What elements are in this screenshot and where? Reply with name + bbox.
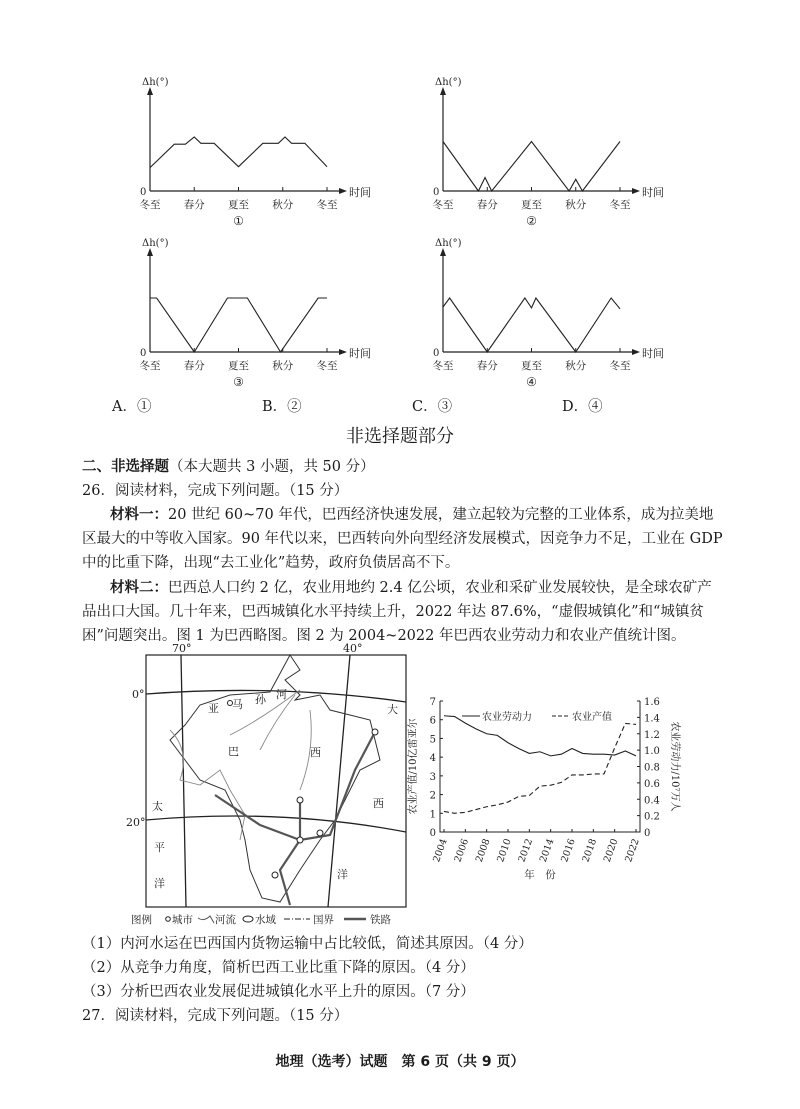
material-2-line: 困”问题突出。图 1 为巴西略图。图 2 为 2004~2022 年巴西农业劳动力和农业产值统计图。 xyxy=(82,628,686,644)
section-title: 非选择题部分 xyxy=(346,426,454,447)
y-tick-label-right: 1.2 xyxy=(644,729,660,741)
option-b: B．② xyxy=(262,399,302,415)
y-tick-label-left: 7 xyxy=(429,697,436,708)
x-tick-label: 春分 xyxy=(476,360,498,372)
chart-number: ④ xyxy=(526,375,537,389)
map-label: 河 xyxy=(276,688,287,701)
zero-label: 0 xyxy=(433,187,440,198)
x-tick-label: 2010 xyxy=(495,837,514,864)
legend-city: 城市 xyxy=(172,914,193,926)
map-label: 孙 xyxy=(255,693,266,706)
option-a: A．① xyxy=(112,399,152,415)
map-label: 西 xyxy=(373,797,384,810)
x-tick-label: 2006 xyxy=(452,837,472,864)
material-2-line xyxy=(110,579,712,597)
arrow-icon xyxy=(440,248,640,355)
x-tick-label: 夏至 xyxy=(228,360,249,372)
y-tick-label-right: 0.6 xyxy=(644,778,660,790)
page-footer: 地理（选考）试题 第 6 页（共 9 页） xyxy=(275,1054,525,1070)
river-icon xyxy=(198,916,214,923)
x-tick-label: 冬至 xyxy=(609,360,631,372)
series-line-output xyxy=(444,723,636,813)
map-label: 巴 xyxy=(228,745,239,758)
y-tick-label-right: 0.8 xyxy=(644,762,660,774)
y-tick-label-left: 2 xyxy=(429,790,436,802)
y-tick-label-right: 0.4 xyxy=(644,795,660,807)
x-tick-label: 秋分 xyxy=(272,199,294,211)
x-tick-label: 2014 xyxy=(537,837,557,864)
x-tick-label: 春分 xyxy=(183,360,205,372)
material-1-line xyxy=(110,506,713,524)
arrow-icon xyxy=(147,87,347,194)
y-tick-label-left: 5 xyxy=(429,734,436,746)
x-tick-label: 秋分 xyxy=(272,360,294,372)
arrow-icon xyxy=(147,248,347,355)
y-axis-label-right: 农业劳动力/10⁷万人 xyxy=(669,721,680,812)
zero-label: 0 xyxy=(140,348,147,359)
water-icon xyxy=(243,916,253,922)
part2-note: （本大题共 3 小题，共 50 分） xyxy=(169,459,375,475)
y-axis-label: Δh(°) xyxy=(435,77,462,88)
x-tick-label: 2008 xyxy=(473,837,493,864)
material-2-text: 巴西总人口约 2 亿，农业用地约 2.4 亿公顷，农业和采矿业发展较快，是全球农矿产 xyxy=(168,580,712,596)
part2-title: 二、非选择题 xyxy=(82,459,169,475)
legend-label: 农业产值 xyxy=(572,712,612,723)
x-axis-label: 时间 xyxy=(349,186,371,199)
axes xyxy=(443,91,634,191)
axes xyxy=(150,91,341,191)
lat-label: 0° xyxy=(132,688,145,701)
x-axis-label: 时间 xyxy=(642,347,664,360)
y-tick-label-left: 1 xyxy=(429,809,436,821)
q27-stem: 27．阅读材料，完成下列问题。（15 分） xyxy=(82,1008,349,1024)
x-axis-label: 时间 xyxy=(642,186,664,199)
city-icon xyxy=(166,917,171,922)
x-tick-label: 夏至 xyxy=(521,360,542,372)
legend-river: 河流 xyxy=(215,914,236,926)
legend-railway: 铁路 xyxy=(370,914,391,926)
x-tick-label: 秋分 xyxy=(565,199,587,211)
x-tick-label: 冬至 xyxy=(316,199,338,211)
arrow-icon xyxy=(440,87,640,194)
y-axis-label: Δh(°) xyxy=(142,238,169,249)
lon-label: 40° xyxy=(343,642,363,655)
y-tick-label-right: 1.4 xyxy=(644,713,660,725)
lon-label: 70° xyxy=(172,642,192,655)
x-tick-label: 2022 xyxy=(623,837,642,864)
y-tick-label-left: 4 xyxy=(429,753,436,765)
map-label: 洋 xyxy=(337,868,348,881)
x-tick-label: 2016 xyxy=(559,837,578,864)
lat-label: 20° xyxy=(126,816,146,829)
x-tick-label: 2012 xyxy=(516,837,536,864)
zero-label: 0 xyxy=(433,348,440,359)
map-legend xyxy=(131,913,391,926)
series-line xyxy=(150,298,327,352)
x-tick-label: 夏至 xyxy=(228,199,249,211)
x-tick-label: 2020 xyxy=(601,837,621,864)
map-label: 马 xyxy=(232,698,243,711)
x-tick-label: 春分 xyxy=(183,199,205,211)
x-tick-label: 冬至 xyxy=(316,360,338,372)
x-tick-label: 春分 xyxy=(476,199,498,211)
material-1-text: 20 世纪 60~70 年代，巴西经济快速发展，建立起较为完整的工业体系，成为拉美地 xyxy=(168,507,714,523)
x-tick-label: 冬至 xyxy=(139,360,161,372)
y-tick-label-left: 6 xyxy=(429,715,436,727)
option-d: D．④ xyxy=(562,399,603,415)
material-1-line: 区最大的中等收入国家。90 年代以来，巴西转向外向型经济发展模式，因竞争力不足，工业在 GDP xyxy=(82,531,723,547)
chart-number: ② xyxy=(526,214,537,228)
x-tick-label: 冬至 xyxy=(432,360,454,372)
material-2-label: 材料二： xyxy=(110,580,168,596)
y-axis-label: Δh(°) xyxy=(142,77,169,88)
chart-number: ① xyxy=(233,214,244,228)
question-3: （3）分析巴西农业发展促进城镇化水平上升的原因。（7 分） xyxy=(82,984,475,1000)
legend-title: 图例 xyxy=(131,914,152,926)
map-label: 西 xyxy=(310,746,321,759)
map-label: 平 xyxy=(154,841,165,854)
solar-altitude-charts xyxy=(0,0,800,420)
agriculture-line-chart xyxy=(0,650,800,910)
x-tick-label: 冬至 xyxy=(432,199,454,211)
x-axis-label: 年 份 xyxy=(524,869,556,881)
x-tick-label: 冬至 xyxy=(139,199,161,211)
option-c: C．③ xyxy=(412,399,453,415)
material-2-line: 品出口大国。几十年来，巴西城镇化水平持续上升，2022 年达 87.6%，“虚假城镇化”和“城镇贫 xyxy=(82,604,704,620)
x-tick-label: 夏至 xyxy=(521,199,542,211)
question-2: （2）从竞争力角度，简析巴西工业比重下降的原因。（4 分） xyxy=(82,960,475,976)
y-axis-label-left: 农业产值/10亿雷亚尔 xyxy=(408,718,419,815)
q26-stem: 26．阅读材料，完成下列问题。（15 分） xyxy=(82,483,349,499)
y-tick-label-right: 1.0 xyxy=(644,746,660,758)
legend-border: 国界 xyxy=(313,914,334,926)
series-line xyxy=(150,137,327,168)
y-tick-label-right: 1.6 xyxy=(644,697,660,708)
question-1: （1）内河水运在巴西国内货物运输中占比较低，简述其原因。（4 分） xyxy=(82,936,533,952)
x-tick-label: 秋分 xyxy=(565,360,587,372)
map-label: 洋 xyxy=(154,877,165,890)
material-1-label: 材料一： xyxy=(110,507,168,523)
series-line xyxy=(443,298,620,352)
zero-label: 0 xyxy=(140,187,147,198)
axes xyxy=(150,252,341,352)
x-tick-label: 2004 xyxy=(431,837,450,864)
y-tick-label-right: 0.2 xyxy=(644,811,660,823)
x-axis-label: 时间 xyxy=(349,347,371,360)
map-label: 大 xyxy=(387,703,398,716)
map-label: 亚 xyxy=(208,702,219,715)
chart-number: ③ xyxy=(233,375,244,389)
y-axis-label: Δh(°) xyxy=(435,238,462,249)
y-tick-label-left: 3 xyxy=(429,771,436,783)
map-label: 太 xyxy=(152,800,163,813)
series-line xyxy=(443,142,620,192)
legend-label: 农业劳动力 xyxy=(482,712,532,723)
x-tick-label: 冬至 xyxy=(609,199,631,211)
material-1-line: 中的比重下降，出现“去工业化”趋势，政府负债居高不下。 xyxy=(82,555,460,571)
legend-water: 水域 xyxy=(255,914,276,926)
part2-heading xyxy=(82,458,375,476)
x-tick-label: 2018 xyxy=(580,837,600,864)
y-tick-label-left: 0 xyxy=(429,828,436,839)
y-tick-label-right: 0 xyxy=(644,828,651,839)
